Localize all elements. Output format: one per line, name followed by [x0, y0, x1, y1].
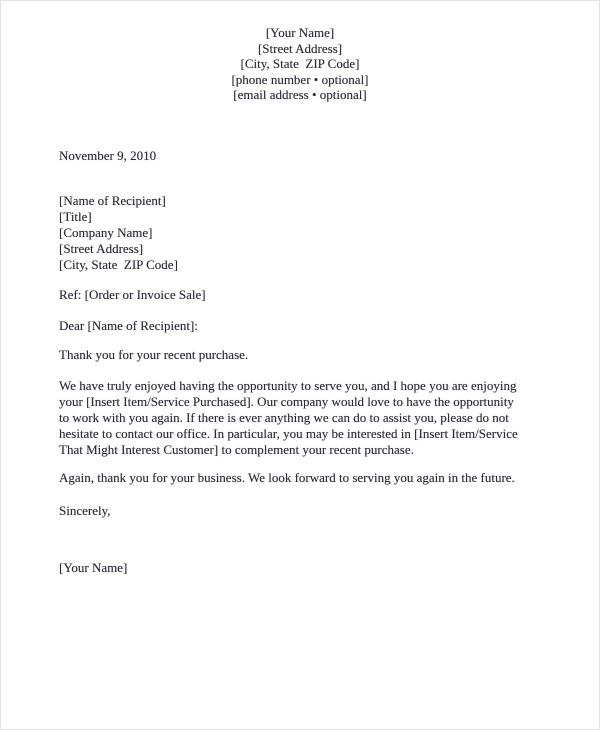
body-paragraph-3: Again, thank you for your business. We look forward to serving you again in the future.	[59, 470, 515, 485]
recipient-name-line: [Name of Recipient]	[59, 193, 166, 208]
sender-address-block	[1, 25, 599, 103]
salutation-line: Dear [Name of Recipient]:	[59, 318, 198, 333]
body-paragraph-2-line: hesitate to contact our office. In particular, you may be interested in [Insert Item/Service	[59, 426, 518, 441]
reference-line: Ref: [Order or Invoice Sale]	[59, 287, 206, 302]
signature-name: [Your Name]	[59, 560, 128, 575]
body-paragraph-2-line: We have truly enjoyed having the opportunity to serve you, and I hope you are enjoying	[59, 378, 517, 393]
body-paragraph-1: Thank you for your recent purchase.	[59, 347, 249, 362]
body-paragraph-2-line: That Might Interest Customer] to complement your recent purchase.	[59, 442, 414, 457]
recipient-city-line: [City, State ZIP Code]	[59, 257, 178, 272]
recipient-address-block	[59, 193, 178, 273]
body-paragraph-2	[59, 378, 559, 458]
sender-city-line: [City, State ZIP Code]	[240, 56, 360, 71]
sender-street-line: [Street Address]	[257, 40, 343, 56]
recipient-title-line: [Title]	[59, 209, 92, 224]
recipient-street-line: [Street Address]	[59, 241, 144, 256]
body-paragraph-2-line: to work with you again. If there is ever anything we can do to assist you, please do not	[59, 410, 509, 425]
recipient-company-line: [Company Name]	[59, 225, 153, 240]
body-paragraph-2-line: your [Insert Item/Service Purchased]. Our company would love to have the opportunity	[59, 394, 514, 409]
sender-phone-line: [phone number • optional]	[231, 71, 369, 87]
sender-email-line: [email address • optional]	[233, 87, 367, 102]
letter-date: November 9, 2010	[59, 148, 157, 163]
sender-name-line: [Your Name]	[265, 25, 335, 40]
closing-line: Sincerely,	[59, 503, 111, 518]
